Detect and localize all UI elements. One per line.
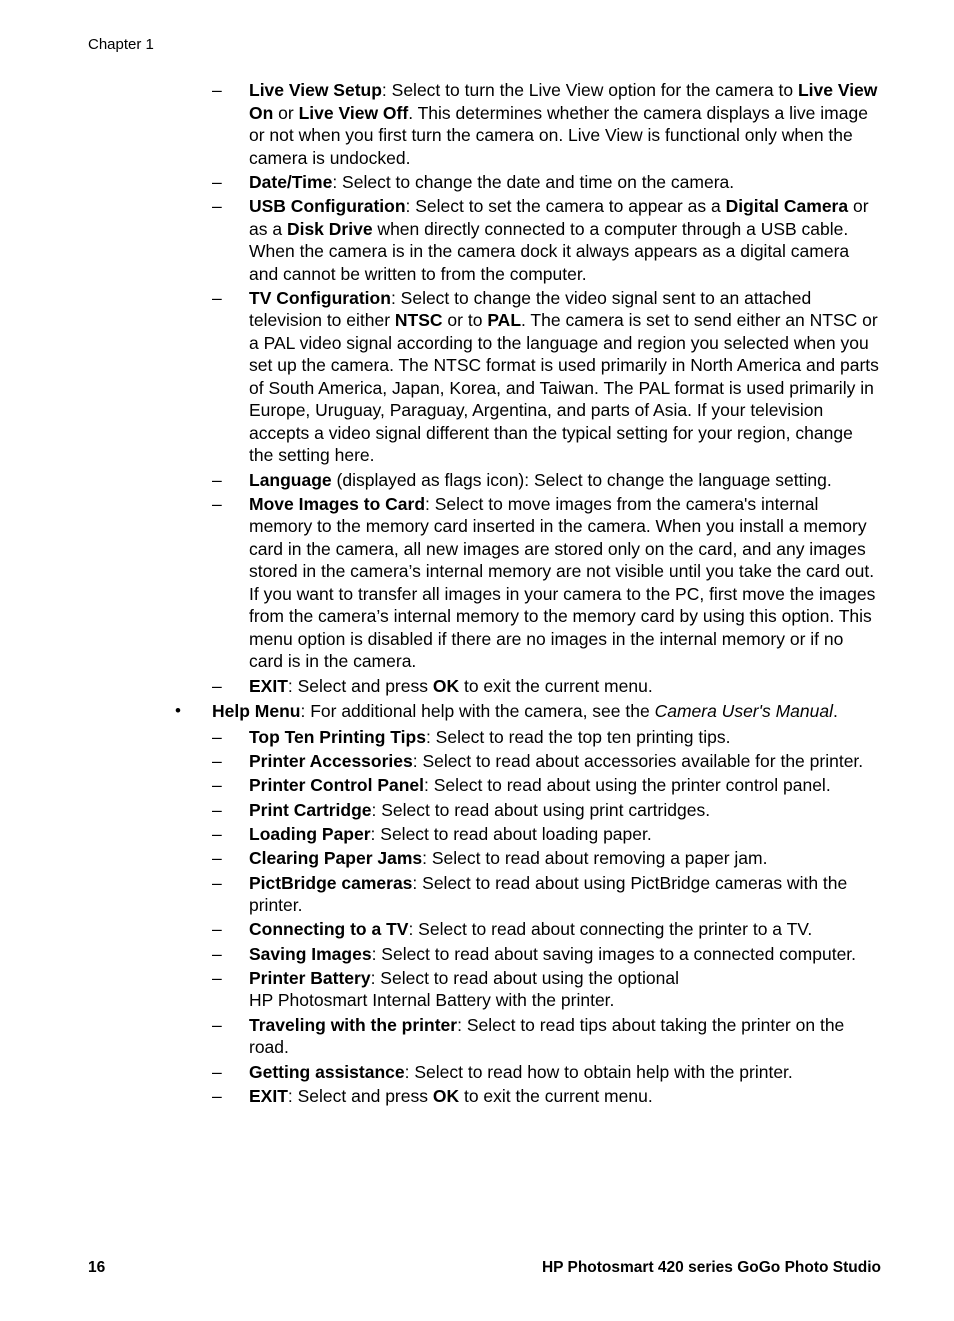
description: : Select to change the date and time on the camera.: [332, 171, 735, 192]
term: PictBridge cameras: [249, 872, 413, 893]
list-item-language: [212, 469, 881, 492]
description: : Select to read about using PictBridge cameras with the printer.: [249, 872, 848, 916]
list-item-printer-control-panel: [212, 774, 881, 797]
description: : Select to change the video signal sent to an attached television to either: [249, 287, 812, 331]
term: PAL: [487, 310, 522, 331]
term: Live View Setup: [249, 80, 382, 100]
description: or as a: [249, 196, 869, 239]
term: Language: [249, 469, 332, 490]
description: : Select to read about using print cartridges.: [371, 799, 711, 820]
term: USB Configuration: [249, 196, 406, 217]
dash-marker: –: [212, 171, 222, 192]
dash-marker: –: [212, 848, 222, 869]
list-item-move-images: [212, 493, 881, 673]
description: : Select to read about saving images to a connected computer.: [371, 943, 857, 964]
manual-title: Camera User's Manual: [654, 701, 833, 722]
term: Digital Camera: [725, 196, 849, 217]
term: Saving Images: [249, 943, 372, 964]
term: Date/Time: [249, 171, 333, 192]
chapter-header: Chapter 1: [88, 36, 154, 53]
description: (displayed as flags icon): Select to change the language setting.: [331, 469, 832, 490]
dash-marker: –: [212, 751, 222, 772]
list-item-tv-configuration: [212, 287, 881, 467]
dash-marker: –: [212, 493, 222, 514]
description: : Select to read how to obtain help with the printer.: [404, 1061, 793, 1082]
description: : Select to move images from the camera's internal memory to the memory card inserted in the camera. When you install a memory card in the camera, all new images are stored only on the card, and any images stored in the camera’s internal memory are not visible until you take the card out. If you want to transfer all images in your camera to the PC, first move the images from the camera’s internal memory to the memory card by using this option. This menu option is disabled if there are no images in the internal memory or if no card is in the camera.: [249, 493, 876, 672]
description: HP Photosmart Internal Battery with the printer.: [249, 990, 615, 1011]
term: TV Configuration: [249, 287, 391, 308]
term: OK: [432, 1085, 460, 1106]
list-item-pictbridge-cameras: [212, 872, 881, 917]
term: OK: [432, 675, 460, 696]
description: : Select to read about using the printer control panel.: [424, 775, 831, 796]
list-item-print-cartridge: [212, 799, 881, 822]
dash-marker: –: [212, 287, 222, 308]
description: : Select to read about using the optional: [370, 967, 679, 988]
dash-marker: –: [212, 919, 222, 940]
dash-marker: –: [212, 775, 222, 796]
term: EXIT: [249, 675, 288, 696]
term: Getting assistance: [249, 1061, 405, 1082]
dash-marker: –: [212, 1085, 222, 1106]
term: Traveling with the printer: [249, 1014, 458, 1035]
description: to exit the current menu.: [459, 1085, 653, 1106]
list-item-getting-assistance: [212, 1061, 881, 1084]
list-item-exit: [212, 1085, 881, 1108]
description: : Select to read tips about taking the printer on the road.: [249, 1014, 845, 1058]
description: : Select to read about loading paper.: [370, 823, 652, 844]
term: Live View On: [249, 80, 878, 123]
term: Printer Control Panel: [249, 775, 425, 796]
term: Live View Off: [298, 102, 409, 123]
dash-marker: –: [212, 823, 222, 844]
list-item-top-ten-tips: [212, 726, 881, 749]
description: .: [832, 701, 838, 722]
term: Move Images to Card: [249, 493, 426, 514]
list-item-date-time: [212, 171, 881, 194]
list-item-live-view-setup: [212, 79, 881, 169]
term: Clearing Paper Jams: [249, 848, 423, 869]
dash-marker: –: [212, 196, 222, 217]
list-item-printer-accessories: [212, 750, 881, 773]
term: Loading Paper: [249, 823, 371, 844]
page-number: 16: [88, 1259, 106, 1276]
list-item-exit: [212, 675, 881, 698]
description: : Select to read about accessories available for the printer.: [412, 751, 864, 772]
term: NTSC: [394, 310, 443, 331]
term: Printer Accessories: [249, 751, 413, 772]
description: : Select to read about connecting the printer to a TV.: [408, 919, 813, 940]
description: : For additional help with the camera, see the: [300, 701, 655, 722]
term: EXIT: [249, 1085, 288, 1106]
dash-marker: –: [212, 799, 222, 820]
dash-marker: –: [212, 872, 222, 893]
description: : Select and press: [287, 1085, 433, 1106]
term: Print Cartridge: [249, 799, 372, 820]
dash-marker: –: [212, 675, 222, 696]
term: Connecting to a TV: [249, 919, 409, 940]
term: Help Menu: [212, 701, 301, 722]
description: : Select and press: [287, 675, 433, 696]
menu-options-list: [0, 79, 954, 1109]
list-item-printer-battery: [212, 967, 881, 1012]
description: . This determines whether the camera displays a live image or not when you first turn the camera on. Live View is functional only when the camera is undocked.: [249, 102, 868, 168]
dash-marker: –: [212, 469, 222, 490]
term: Printer Battery: [249, 967, 371, 988]
dash-marker: –: [212, 726, 222, 747]
bullet-marker: •: [175, 701, 181, 721]
description: : Select to set the camera to appear as a: [405, 196, 726, 217]
dash-marker: –: [212, 80, 222, 100]
dash-marker: –: [212, 967, 222, 988]
list-item-help-menu: [175, 700, 880, 723]
description: : Select to turn the Live View option for the camera to: [381, 80, 798, 100]
term: Disk Drive: [286, 218, 373, 239]
list-item-clearing-paper-jams: [212, 847, 881, 870]
list-item-traveling: [212, 1014, 881, 1059]
book-title: HP Photosmart 420 series GoGo Photo Studio: [541, 1259, 881, 1276]
list-item-loading-paper: [212, 823, 881, 846]
list-item-usb-configuration: [212, 195, 881, 285]
description: to exit the current menu.: [459, 675, 653, 696]
dash-marker: –: [212, 1061, 222, 1082]
description: : Select to read about removing a paper jam.: [422, 848, 768, 869]
dash-marker: –: [212, 1014, 222, 1035]
term: Top Ten Printing Tips: [249, 726, 426, 747]
list-item-connecting-to-tv: [212, 918, 881, 941]
description: . The camera is set to send either an NTSC or a PAL video signal according to the language and region you selected when you set up the camera. The NTSC format is used primarily in North America and parts of South America, Japan, Korea, and Taiwan. The PAL format is used primarily in Europe, Uruguay, Paraguay, Argentina, and parts of Asia. If your television accepts a video signal different than the typical setting for your region, change the setting here.: [249, 310, 879, 466]
description: when directly connected to a computer through a USB cable. When the camera is in the camera dock it always appears as a digital camera and cannot be written to from the computer.: [249, 218, 850, 284]
dash-marker: –: [212, 943, 222, 964]
list-item-saving-images: [212, 943, 881, 966]
description: or to: [442, 310, 488, 331]
description: or: [273, 102, 299, 123]
description: : Select to read the top ten printing tips.: [425, 726, 731, 747]
